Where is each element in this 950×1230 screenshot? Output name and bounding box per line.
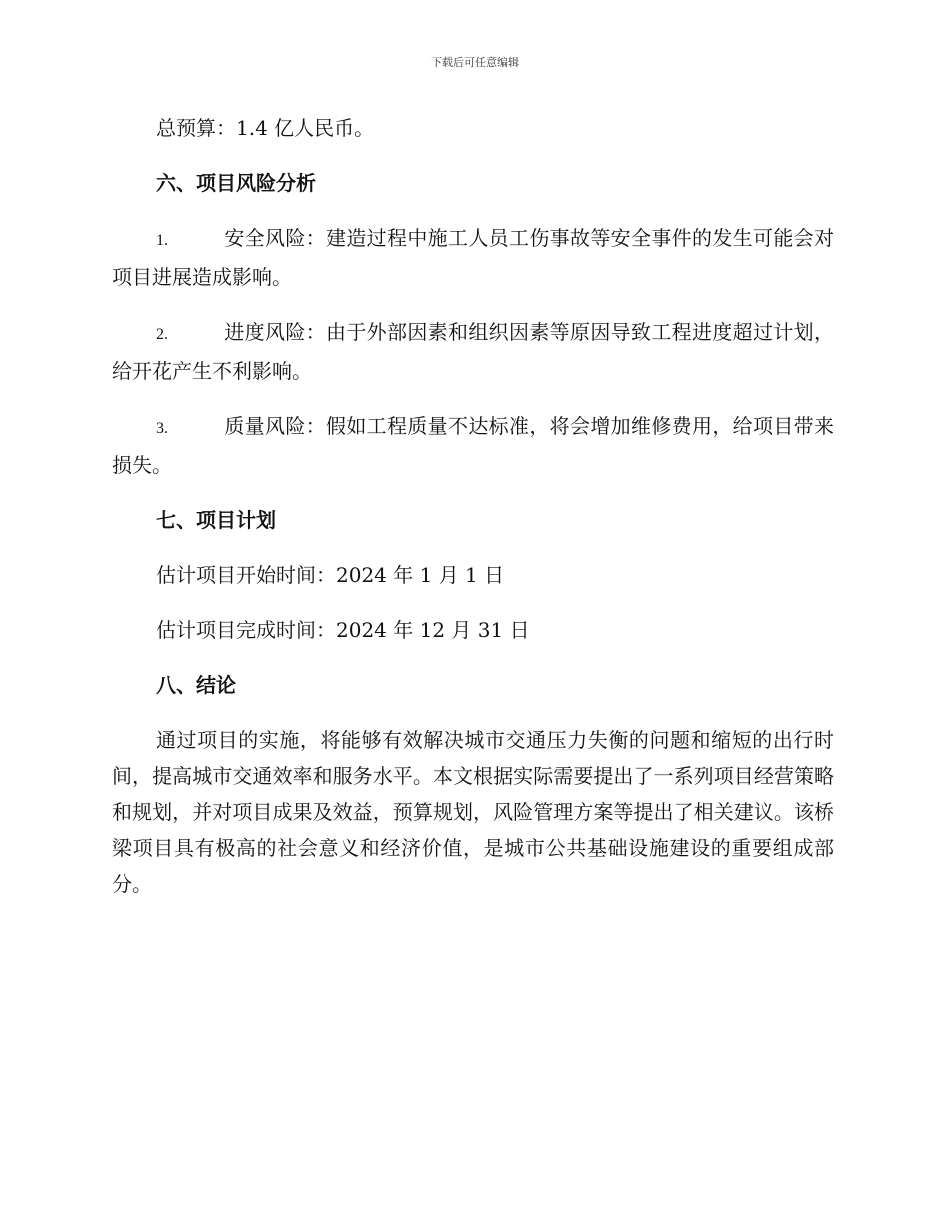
risk-item-2-text: 进度风险：由于外部因素和组织因素等原因导致工程进度超过计划，给开花产生不利影响。: [112, 320, 834, 383]
section-7-heading: 七、项目计划: [156, 508, 276, 532]
risk-item-1: [112, 220, 834, 296]
end-time-line: 估计项目完成时间：2024 年 12 月 31 日: [156, 618, 530, 642]
risk-item-1-number: 1.: [156, 232, 168, 249]
document-body: [112, 110, 834, 920]
risk-item-3-number: 3.: [156, 420, 168, 437]
section-8-heading: 八、结论: [156, 673, 236, 697]
risk-item-3-text: 质量风险：假如工程质量不达标准，将会增加维修费用，给项目带来损失。: [112, 414, 834, 477]
risk-item-3: [112, 408, 834, 484]
risk-item-2-number: 2.: [156, 326, 168, 343]
page-header: 下载后可任意编辑: [431, 56, 519, 69]
section-6-heading: 六、项目风险分析: [156, 171, 316, 195]
conclusion-paragraph: 通过项目的实施，将能够有效解决城市交通压力失衡的问题和缩短的出行时间，提高城市交通效率和服务水平。本文根据实际需要提出了一系列项目经营策略和规划，并对项目成果及效益，预算规划，风险管理方案等提出了相关建议。该桥梁项目具有极高的社会意义和经济价值，是城市公共基础设施建设的重要组成部分。: [112, 728, 834, 896]
budget-line: 总预算：1.4 亿人民币。: [156, 116, 375, 140]
risk-item-2: [112, 314, 834, 390]
risk-item-1-text: 安全风险：建造过程中施工人员工伤事故等安全事件的发生可能会对项目进展造成影响。: [112, 226, 834, 289]
start-time-line: 估计项目开始时间：2024 年 1 月 1 日: [156, 563, 505, 587]
